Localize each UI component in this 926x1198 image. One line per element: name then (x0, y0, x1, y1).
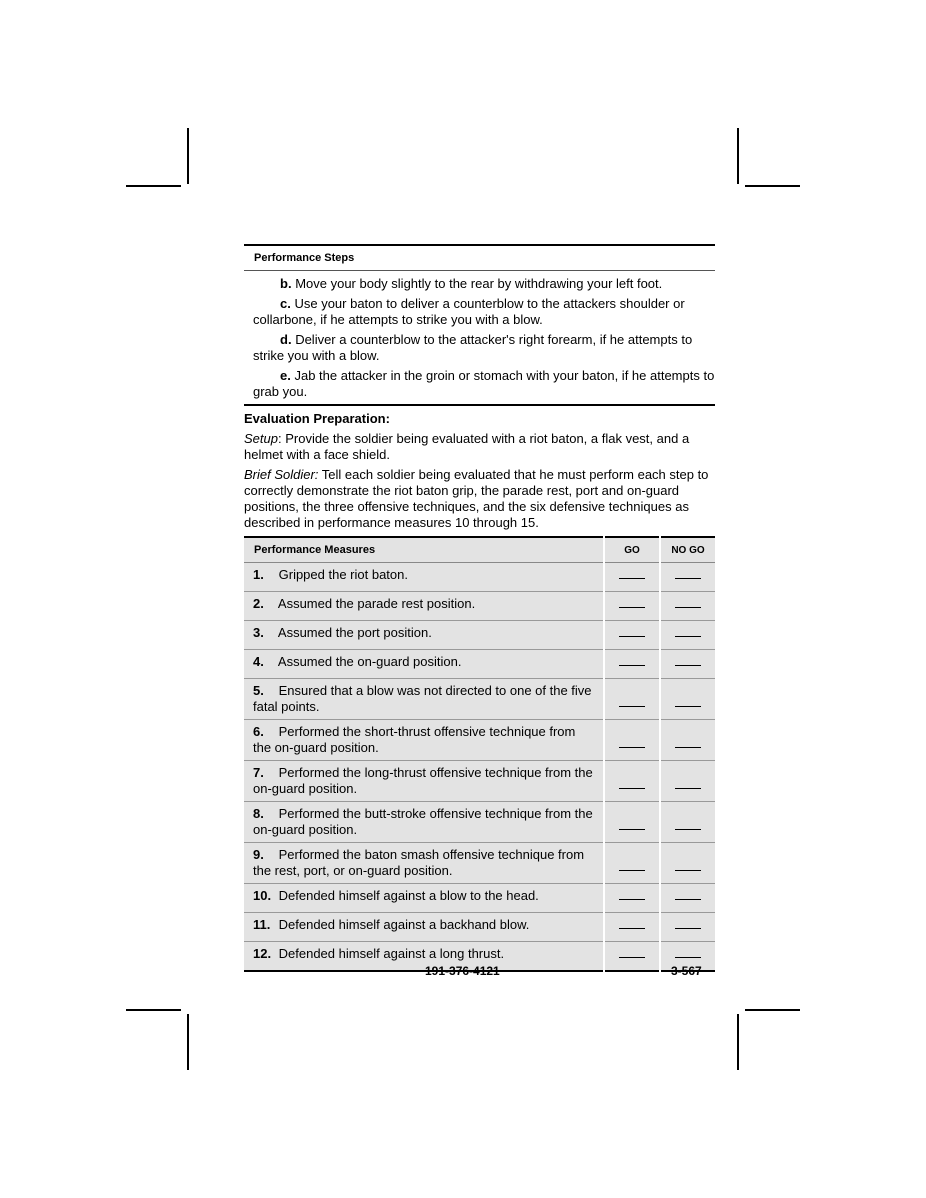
page-content (244, 244, 715, 972)
measure-number: 9. (253, 847, 264, 862)
step-label: d. (280, 332, 292, 347)
nogo-blank[interactable] (675, 788, 701, 789)
measure-cell (244, 761, 604, 802)
measure-number: 10. (253, 888, 272, 903)
document-number: 191-376-4121 (425, 964, 500, 978)
setup-text: : Provide the soldier being evaluated with a riot baton, a flak vest, and a helmet with a face shield. (244, 431, 690, 462)
crop-mark (737, 128, 739, 184)
measure-row (244, 679, 715, 720)
performance-step (244, 276, 715, 292)
go-cell[interactable] (604, 884, 660, 913)
nogo-cell[interactable] (660, 720, 715, 761)
step-text: Use your baton to deliver a counterblow to the attackers shoulder or collarbone, if he attempts to strike you with a blow. (253, 296, 685, 327)
nogo-blank[interactable] (675, 870, 701, 871)
nogo-blank[interactable] (675, 578, 701, 579)
nogo-blank[interactable] (675, 829, 701, 830)
nogo-cell[interactable] (660, 563, 715, 592)
nogo-blank[interactable] (675, 607, 701, 608)
setup-paragraph (244, 431, 715, 463)
measure-row (244, 761, 715, 802)
section-divider (244, 404, 715, 406)
measure-text: Performed the baton smash offensive technique from the rest, port, or on-guard position. (253, 847, 585, 878)
go-blank[interactable] (619, 636, 645, 637)
measure-row (244, 802, 715, 843)
performance-step (244, 332, 715, 364)
go-cell[interactable] (604, 942, 660, 972)
crop-mark (737, 1014, 739, 1070)
measure-row (244, 884, 715, 913)
step-text: Deliver a counterblow to the attacker's right forearm, if he attempts to strike you with a blow. (253, 332, 693, 363)
nogo-blank[interactable] (675, 899, 701, 900)
measure-number: 2. (253, 596, 264, 611)
nogo-cell[interactable] (660, 761, 715, 802)
crop-mark (187, 128, 189, 184)
go-cell[interactable] (604, 679, 660, 720)
brief-soldier-paragraph (244, 467, 715, 531)
measure-number: 12. (253, 946, 272, 961)
go-blank[interactable] (619, 578, 645, 579)
measure-row (244, 650, 715, 679)
step-text: Move your body slightly to the rear by withdrawing your left foot. (295, 276, 663, 291)
go-blank[interactable] (619, 899, 645, 900)
crop-mark (745, 1009, 800, 1011)
nogo-blank[interactable] (675, 706, 701, 707)
go-cell[interactable] (604, 621, 660, 650)
measure-text: Performed the long-thrust offensive technique from the on-guard position. (253, 765, 593, 796)
nogo-cell[interactable] (660, 621, 715, 650)
step-label: b. (280, 276, 292, 291)
measure-text: Ensured that a blow was not directed to one of the five fatal points. (253, 683, 592, 714)
go-cell[interactable] (604, 913, 660, 942)
measure-cell (244, 884, 604, 913)
nogo-blank[interactable] (675, 928, 701, 929)
crop-mark (745, 185, 800, 187)
measure-cell (244, 843, 604, 884)
go-blank[interactable] (619, 747, 645, 748)
measure-number: 1. (253, 567, 264, 582)
page-number: 3-567 (671, 964, 702, 978)
performance-steps-list (244, 271, 715, 400)
measure-number: 3. (253, 625, 264, 640)
nogo-header: NO GO (660, 537, 715, 563)
measure-text: Performed the short-thrust offensive technique from the on-guard position. (253, 724, 576, 755)
measure-number: 5. (253, 683, 264, 698)
measure-text: Assumed the on-guard position. (277, 654, 462, 669)
measure-cell (244, 942, 604, 972)
nogo-cell[interactable] (660, 884, 715, 913)
nogo-cell[interactable] (660, 843, 715, 884)
measure-text: Assumed the port position. (277, 625, 432, 640)
crop-mark (126, 1009, 181, 1011)
measure-row (244, 913, 715, 942)
measure-number: 7. (253, 765, 264, 780)
go-header: GO (604, 537, 660, 563)
go-cell[interactable] (604, 802, 660, 843)
performance-steps-header (244, 244, 715, 271)
go-blank[interactable] (619, 788, 645, 789)
measure-row (244, 720, 715, 761)
measure-text: Defended himself against a backhand blow. (278, 917, 530, 932)
go-blank[interactable] (619, 928, 645, 929)
measure-cell (244, 621, 604, 650)
evaluation-title: Evaluation Preparation: (244, 411, 390, 426)
nogo-blank[interactable] (675, 665, 701, 666)
step-text: Jab the attacker in the groin or stomach with your baton, if he attempts to grab you. (253, 368, 715, 399)
go-cell[interactable] (604, 720, 660, 761)
performance-steps-title: Performance Steps (254, 252, 355, 264)
nogo-blank[interactable] (675, 747, 701, 748)
measure-text: Assumed the parade rest position. (277, 596, 476, 611)
go-cell[interactable] (604, 650, 660, 679)
crop-mark (187, 1014, 189, 1070)
measure-row (244, 843, 715, 884)
go-blank[interactable] (619, 829, 645, 830)
go-cell[interactable] (604, 563, 660, 592)
measure-number: 8. (253, 806, 264, 821)
go-blank[interactable] (619, 706, 645, 707)
go-blank[interactable] (619, 870, 645, 871)
nogo-blank[interactable] (675, 957, 701, 958)
nogo-cell[interactable] (660, 802, 715, 843)
nogo-blank[interactable] (675, 636, 701, 637)
setup-label: Setup (244, 431, 278, 446)
measure-text: Performed the butt-stroke offensive technique from the on-guard position. (253, 806, 593, 837)
performance-measures-table (244, 536, 715, 972)
measure-cell (244, 913, 604, 942)
step-label: e. (280, 368, 291, 383)
measure-number: 4. (253, 654, 264, 669)
nogo-cell[interactable] (660, 679, 715, 720)
measure-cell (244, 679, 604, 720)
performance-step (244, 296, 715, 328)
go-cell[interactable] (604, 592, 660, 621)
nogo-cell[interactable] (660, 913, 715, 942)
go-blank[interactable] (619, 957, 645, 958)
measure-cell (244, 802, 604, 843)
nogo-cell[interactable] (660, 650, 715, 679)
go-blank[interactable] (619, 665, 645, 666)
measure-row (244, 563, 715, 592)
measure-cell (244, 563, 604, 592)
brief-label: Brief Soldier: (244, 467, 319, 482)
measure-cell (244, 592, 604, 621)
measure-row (244, 621, 715, 650)
measures-body (244, 563, 715, 972)
nogo-cell[interactable] (660, 592, 715, 621)
measures-header: Performance Measures (244, 537, 604, 563)
step-label: c. (280, 296, 291, 311)
measure-text: Defended himself against a long thrust. (278, 946, 505, 961)
performance-step (244, 368, 715, 400)
go-blank[interactable] (619, 607, 645, 608)
crop-mark (126, 185, 181, 187)
measure-number: 6. (253, 724, 264, 739)
measure-text: Defended himself against a blow to the head. (278, 888, 539, 903)
measure-cell (244, 720, 604, 761)
measure-text: Gripped the riot baton. (278, 567, 408, 582)
go-cell[interactable] (604, 843, 660, 884)
measure-row (244, 592, 715, 621)
measure-cell (244, 650, 604, 679)
go-cell[interactable] (604, 761, 660, 802)
measure-number: 11. (253, 917, 271, 932)
brief-text: Tell each soldier being evaluated that he must perform each step to correctly demonstrate the riot baton grip, the parade rest, port and on-guard positions, the three offensive techniques, and the six defensive techniques as described in performance measures 10 through 15. (244, 467, 709, 530)
